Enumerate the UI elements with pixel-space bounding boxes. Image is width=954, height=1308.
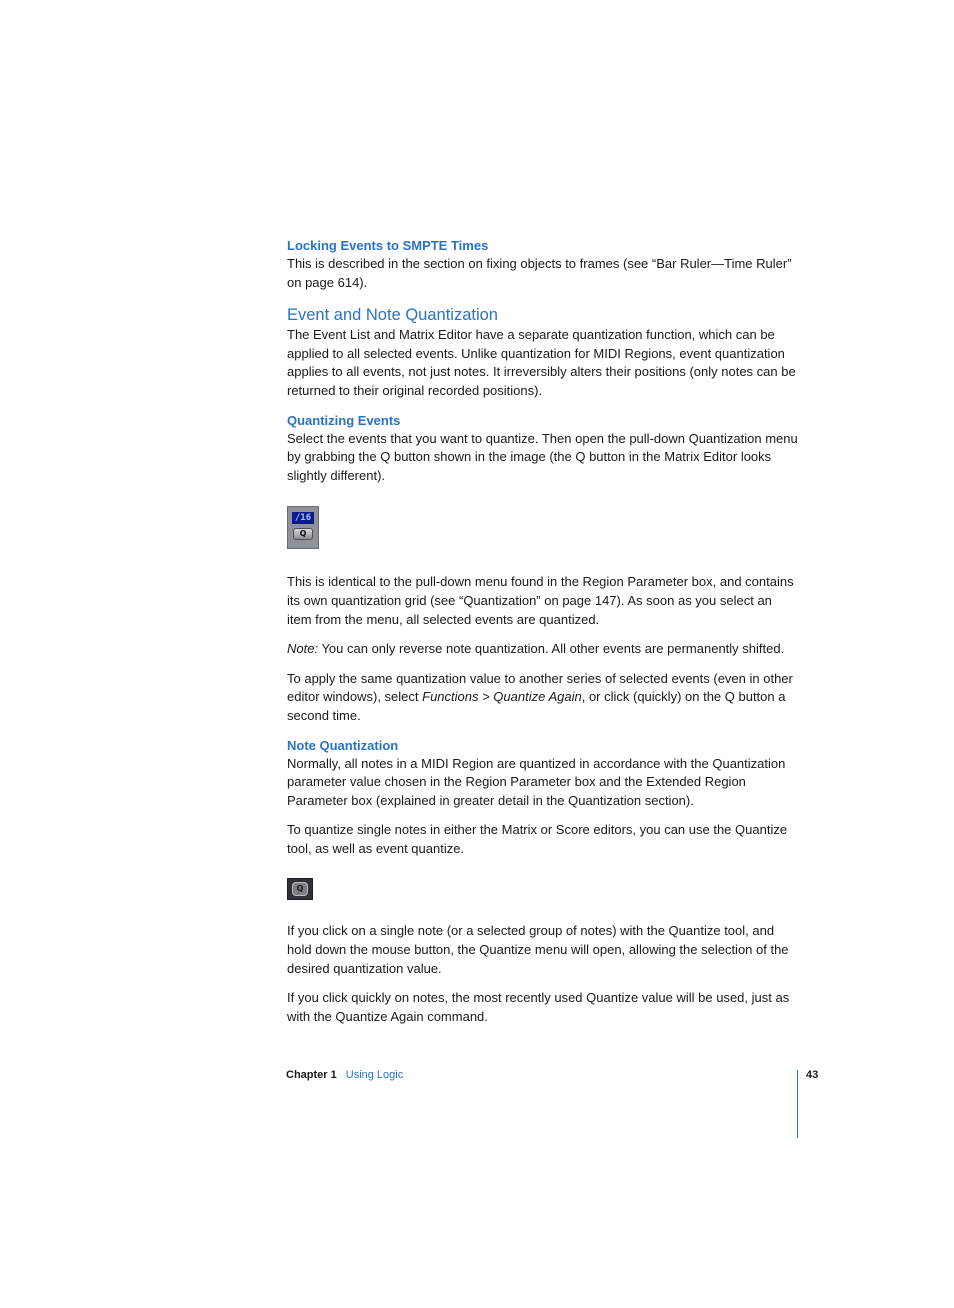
note-paragraph <box>287 640 799 659</box>
quick-click-text: If you click quickly on notes, the most recently used Quantize value will be used, just as with the Quantize Again command. <box>287 990 790 1024</box>
page-number: 43 <box>806 1069 819 1081</box>
event-quantization-text: The Event List and Matrix Editor have a separate quantization function, which can be applied to all selected events. Unlike quantization for MIDI Regions, event quantization applies to all events, not just notes. It irreversibly alters their positions (only notes can be returned to their original recorded positions). <box>287 327 796 398</box>
click-text: If you click on a single note (or a selected group of notes) with the Quantize tool, and hold down the mouse button, the Quantize menu will open, allowing the selection of the desired quantization value. <box>287 923 789 976</box>
note-label: Note: <box>287 641 319 657</box>
note-text: You can only reverse note quantization. All other events are permanently shifted. <box>318 641 785 657</box>
locking-text: This is described in the section on fixing objects to frames (see “Bar Ruler—Time Ruler” on page 614). <box>287 256 792 290</box>
note-quantization-text: Normally, all notes in a MIDI Region are quantized in accordance with the Quantization parameter value chosen in the Region Parameter box and the Extended Region Parameter box (explained in greater detail in the Quantization section). <box>287 755 786 808</box>
quantize-tool-image <box>287 878 313 900</box>
quantizing-events-heading: Quantizing Events <box>287 412 401 428</box>
apply-menu-path: Functions > Quantize Again <box>422 689 582 705</box>
apply-text-1: To apply the same quantization value to another series of selected events (even in other editor windows), select <box>287 670 793 705</box>
footer-chapter: Chapter 1 <box>286 1069 337 1081</box>
single-notes-text: To quantize single notes in either the Matrix or Score editors, you can use the Quantize tool, as well as event quantize. <box>287 822 788 856</box>
footer-chapter-title: Using Logic <box>345 1069 404 1081</box>
apply-text-2: , or click (quickly) on the Q button a second time. <box>287 689 786 723</box>
quantize-value-display: /16 <box>292 512 314 524</box>
identical-text: This is identical to the pull-down menu found in the Region Parameter box, and contains its own quantization grid (see “Quantization” on page 147). As soon as you select an item from the menu, all selected events are quantized. <box>287 574 794 627</box>
page-footer <box>286 1069 403 1081</box>
page-content <box>287 237 799 1026</box>
quantizing-events-text: Select the events that you want to quantize. Then open the pull-down Quantization menu by grabbing the Q button shown in the image (the Q button in the Matrix Editor looks slightly different). <box>287 430 798 483</box>
quantize-button-image <box>287 506 319 549</box>
footer-divider <box>797 1070 798 1138</box>
note-quantization-heading: Note Quantization <box>287 737 399 753</box>
quantize-tool-icon: Q <box>292 882 308 896</box>
locking-heading: Locking Events to SMPTE Times <box>287 238 489 253</box>
apply-paragraph <box>287 670 799 726</box>
q-button-icon: Q <box>293 528 313 540</box>
event-quantization-heading: Event and Note Quantization <box>287 306 498 325</box>
